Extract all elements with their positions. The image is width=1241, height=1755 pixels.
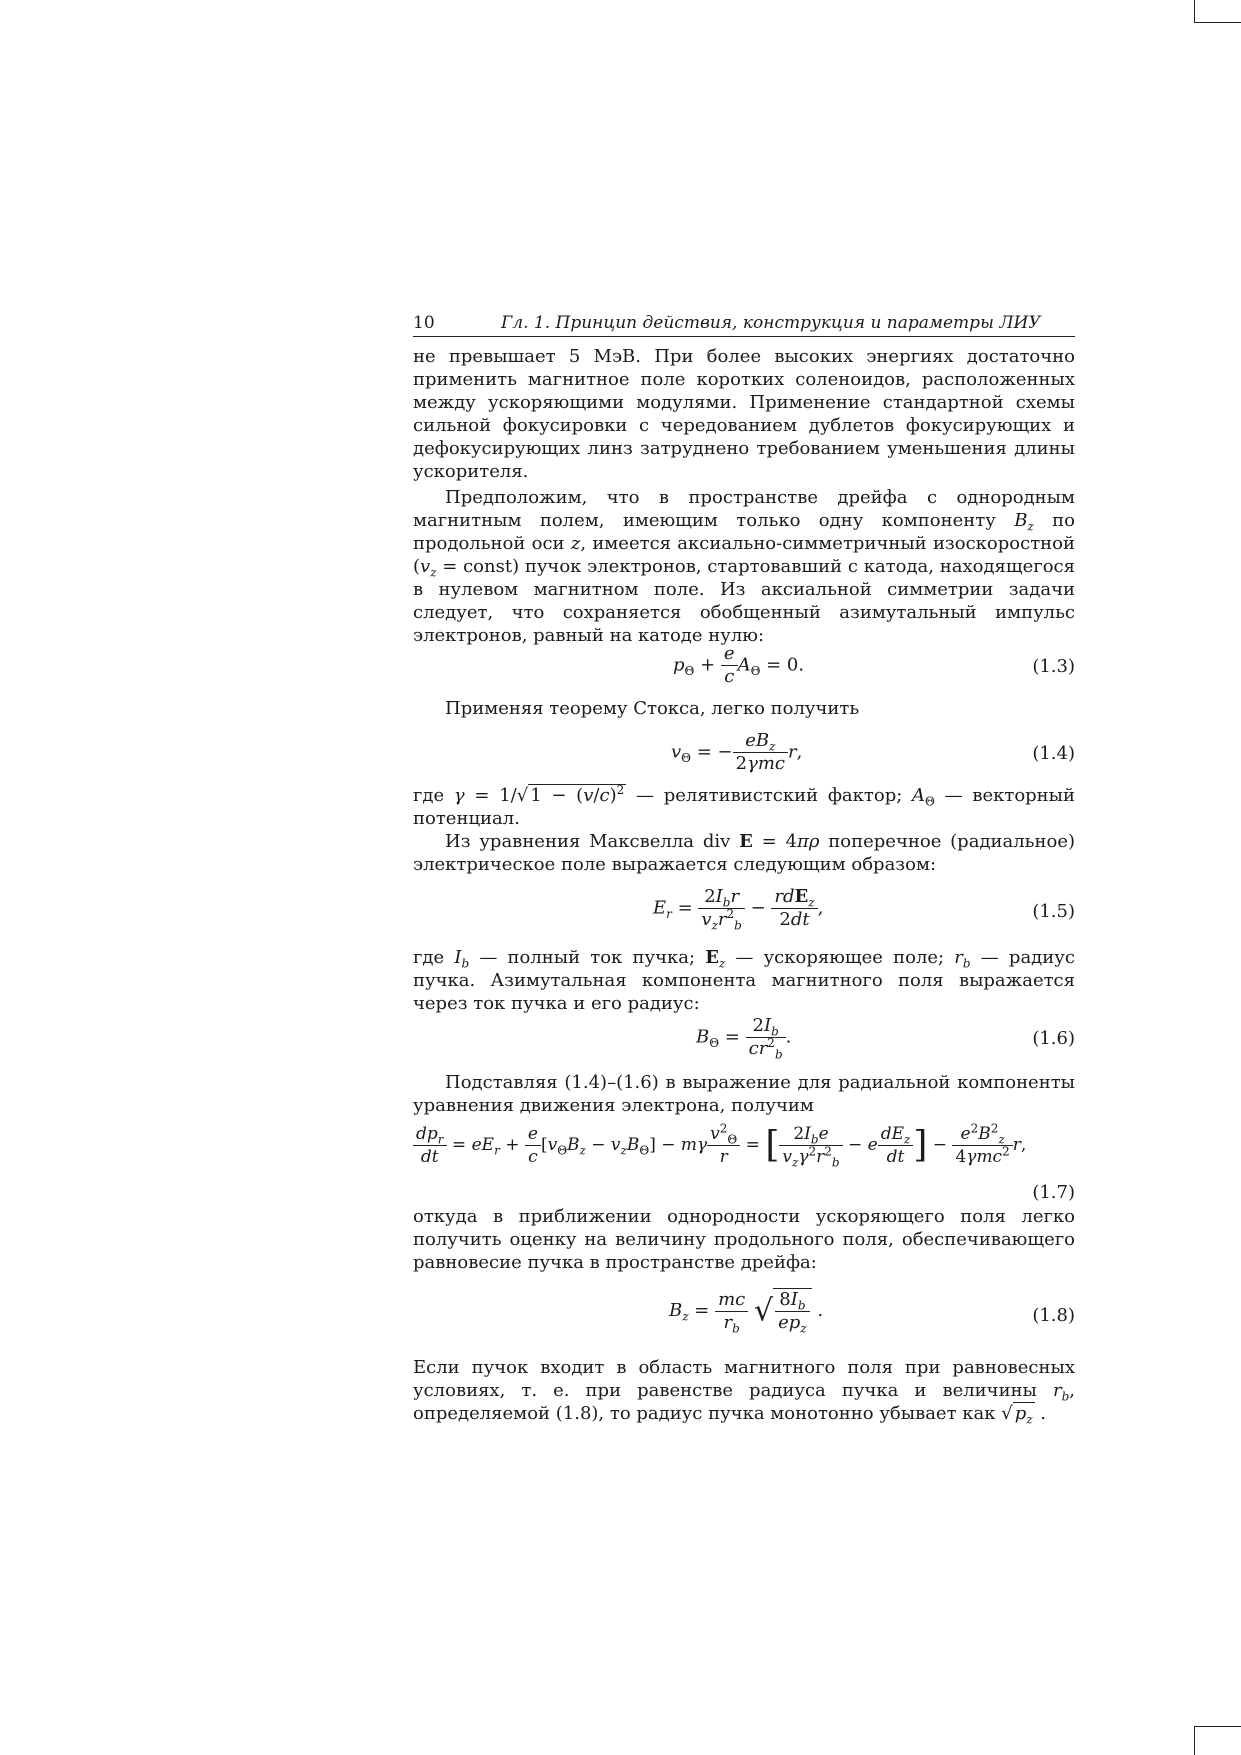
equation-1-6: $B_\Theta$ = $\frac{2I_b}{cr^2_b}$ . (1.6) [696,1015,1075,1062]
equation-number-1-7: (1.7) [1032,1182,1075,1203]
chapter-title: Гл. 1. Принцип действия, конструкция и параметры ЛИУ [501,313,1041,333]
equation-1-4: $v_\Theta$ = − $\frac{eB_z}{\text{2γmc}}$ r, (1.4) [671,730,1075,774]
running-head [413,310,1075,337]
equation-1-5: $E_r$ = $\frac{2I_br}{v_zr^2_b}$ − $\frac{rdE_z}{2dt}$ , (1.5) [653,886,1075,933]
paragraph-7: Подставляя (1.4)–(1.6) в выражение для радиальной компоненты уравнения движения электрона, получим [413,1072,1075,1116]
equation-1-8: $B_z$ = $\frac{mc}{r_b}$ √ $\frac{8I_b}{ep_z}$ . (1.8) [669,1288,1075,1336]
paragraph-1: не превышает 5 МэВ. При более высоких энергиях достаточно применить магнитное поле коротких соленоидов, расположенных между ускоряющими модулями. Применение стандартной схемы сильной фокусировки с чередованием дублетов фокусирующих и дефокусирующих линз затруднено требованием уменьшения длины ускорителя. [413,346,1075,482]
equation-number-1-6: (1.6) [1032,1028,1075,1049]
paragraph-2: Предположим, что в пространстве дрейфа с однородным магнитным полем, имеющим только одну компоненту $B_z$ по продольной оси z, имеется аксиально-симметричный изоскоростной ($v_z$ = const) пучок электронов, стартовавший с катода, находящегося в нулевом магнитном поле. Из аксиальной симметрии задачи следует, что сохраняется обобщенный азимутальный импульс электронов, равный на катоде нулю: [413,487,1075,646]
book-page [413,310,1075,1425]
equation-1-3: $p_\Theta$ + $\frac{e}{c}$ $A_\Theta = 0$. (1.3) [673,643,1075,687]
paragraph-3: Применяя теорему Стокса, легко получить [445,698,860,719]
crop-mark-top-horizontal [1194,22,1241,23]
paragraph-9: Если пучок входит в область магнитного поля при равновесных условиях, т. е. при равенстве радиуса пучка и величины $r_b$, определяемой (1.8), то радиус пучка монотонно убывает как √ $p_z$ . [413,1357,1075,1427]
crop-mark-top-vertical [1194,0,1195,22]
crop-mark-bottom-horizontal [1194,1726,1241,1727]
page-number: 10 [413,313,435,333]
paragraph-8: откуда в приближении однородности ускоряющего поля легко получить оценку на величину продольного поля, обеспечивающего равновесие пучка в пространстве дрейфа: [413,1206,1075,1273]
equation-number-1-3: (1.3) [1032,656,1075,677]
equation-number-1-4: (1.4) [1032,743,1075,764]
paragraph-5: Из уравнения Максвелла div E = 4πρ поперечное (радиальное) электрическое поле выражается следующим образом: [413,831,1075,875]
equation-number-1-5: (1.5) [1032,901,1075,922]
paragraph-4: где γ = 1/√ $1 - (v/c)^2$ — релятивистский фактор; $A_\Theta$ — векторный потенциал. [413,783,1076,829]
equation-number-1-8: (1.8) [1032,1305,1075,1326]
paragraph-6: где $I_b$ — полный ток пучка; $E_z$ — ускоряющее поле; $r_b$ — радиус пучка. Азимутальная компонента магнитного поля выражается через ток пучка и его радиус: [413,947,1075,1014]
crop-mark-bottom-vertical [1194,1726,1195,1755]
equation-1-7: $\frac{dp_r}{dt}$ = $eE_r$ + $\frac{e}{c}$ $[v_\Theta B_z - v_zB_\Theta] - m\gamma$ $\frac{v^2_\Theta}{r}$ = [ $\frac{2I_be}{v_z\gamma^2r^2_b}$ − e $\frac{dE_z}{dt}$ ] − $\frac{e^2B^2_z}{4\gamma mc^2}$ r, (1.7) [413,1117,1075,1205]
